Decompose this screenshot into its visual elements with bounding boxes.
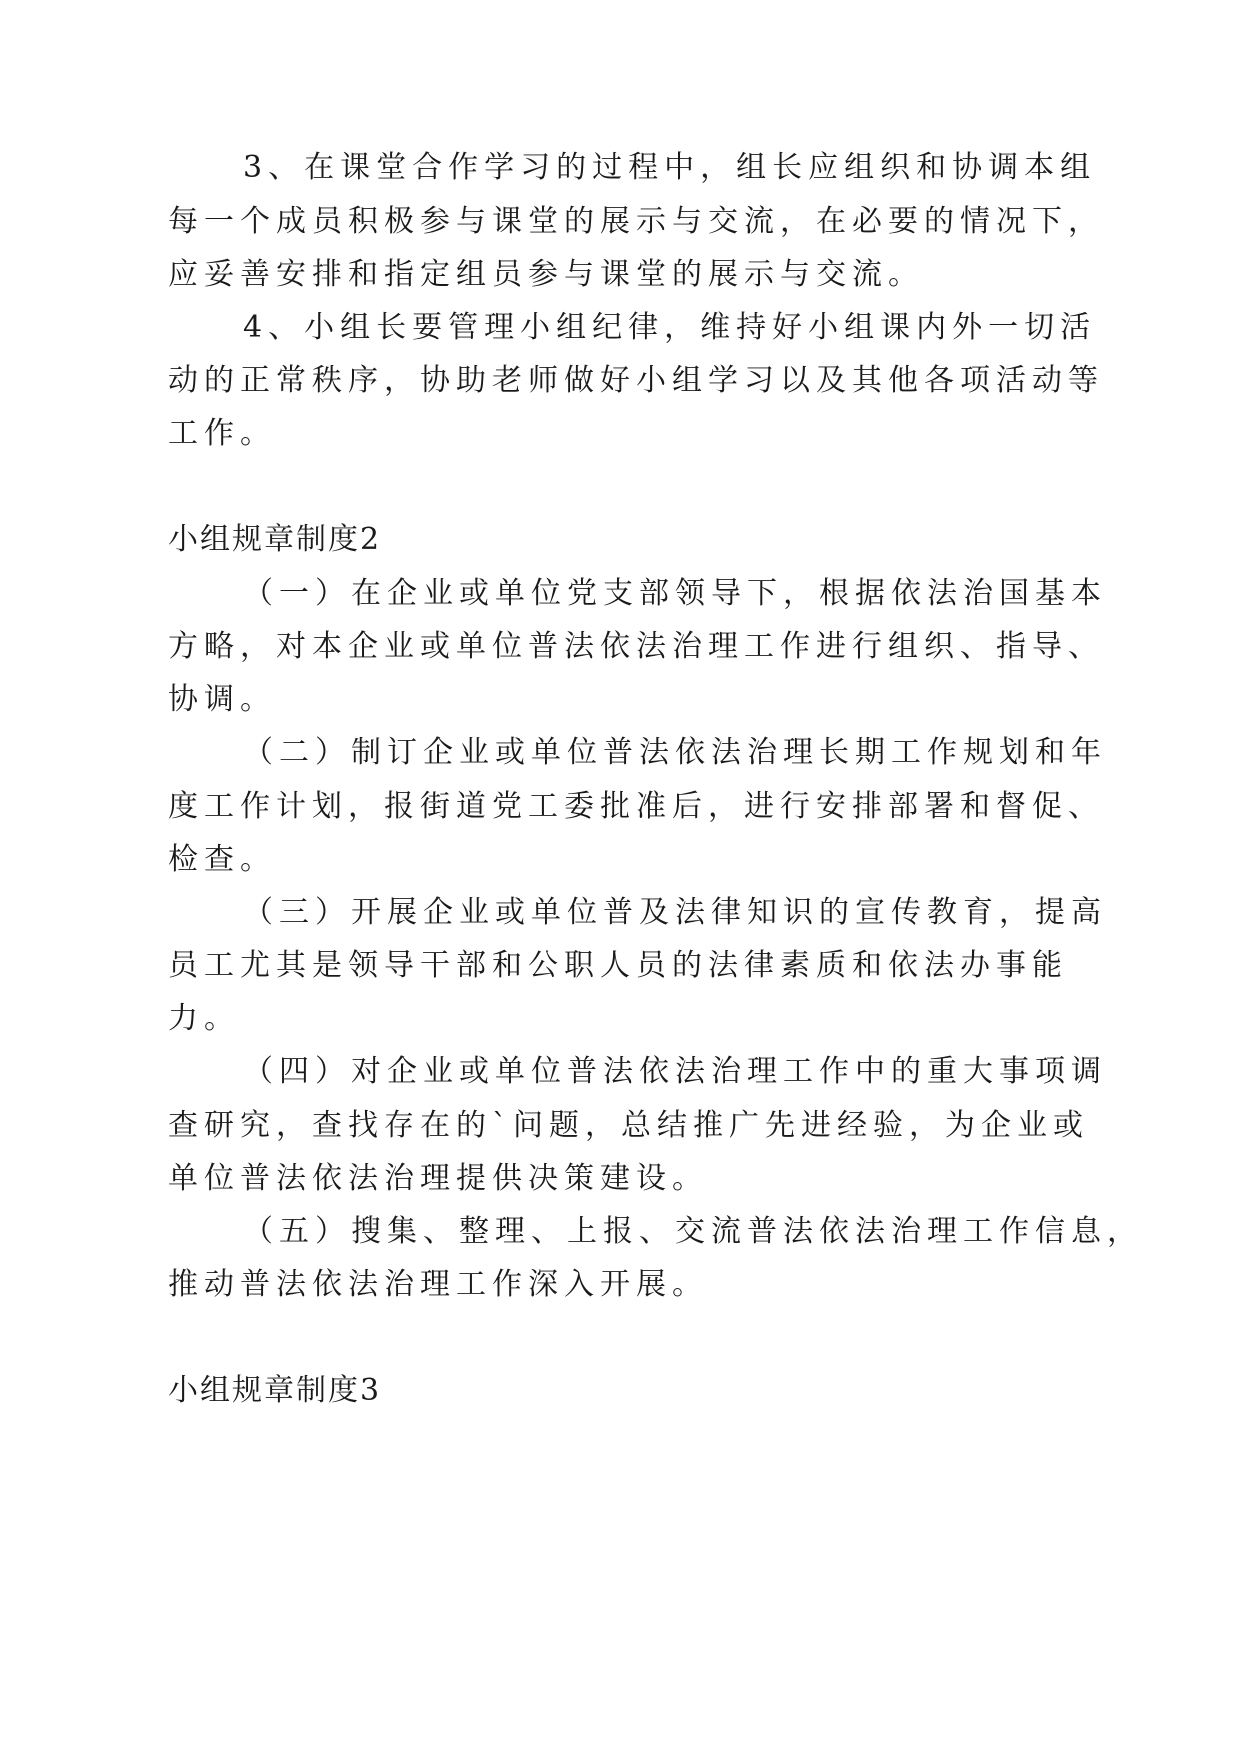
- paragraph-line: 3、在课堂合作学习的过程中，组长应组织和协调本组: [243, 150, 1097, 185]
- paragraph-line: 4、小组长要管理小组纪律，维持好小组课内外一切活: [243, 310, 1097, 345]
- paragraph-line: 动的正常秩序，协助老师做好小组学习以及其他各项活动等: [168, 363, 1104, 398]
- paragraph-line: 员工尤其是领导干部和公职人员的法律素质和依法办事能: [168, 948, 1068, 983]
- paragraph-line: （五）搜集、整理、上报、交流普法依法治理工作信息，: [243, 1214, 1143, 1249]
- paragraph-line: 推动普法依法治理工作深入开展。: [168, 1267, 708, 1302]
- paragraph-line: （一）在企业或单位党支部领导下，根据依法治国基本: [243, 576, 1107, 611]
- section-heading: 小组规章制度3: [168, 1373, 382, 1408]
- paragraph-line: 度工作计划，报街道党工委批准后，进行安排部署和督促、: [168, 789, 1104, 824]
- paragraph-line: 协调。: [168, 682, 276, 717]
- paragraph-line: 工作。: [168, 416, 276, 451]
- paragraph-line: 检查。: [168, 842, 276, 877]
- paragraph-line: （四）对企业或单位普法依法治理工作中的重大事项调: [243, 1054, 1107, 1089]
- paragraph-line: 单位普法依法治理提供决策建设。: [168, 1161, 708, 1196]
- paragraph-line: （三）开展企业或单位普及法律知识的宣传教育，提高: [243, 895, 1107, 930]
- paragraph-line: （二）制订企业或单位普法依法治理长期工作规划和年: [243, 735, 1107, 770]
- section-heading: 小组规章制度2: [168, 522, 382, 557]
- paragraph-line: 方略，对本企业或单位普法依法治理工作进行组织、指导、: [168, 629, 1104, 664]
- paragraph-line: 查研究，查找存在的`问题，总结推广先进经验，为企业或: [168, 1108, 1089, 1143]
- paragraph-line: 每一个成员积极参与课堂的展示与交流，在必要的情况下，: [168, 204, 1104, 239]
- paragraph-line: 应妥善安排和指定组员参与课堂的展示与交流。: [168, 257, 924, 292]
- paragraph-line: 力。: [168, 1001, 240, 1036]
